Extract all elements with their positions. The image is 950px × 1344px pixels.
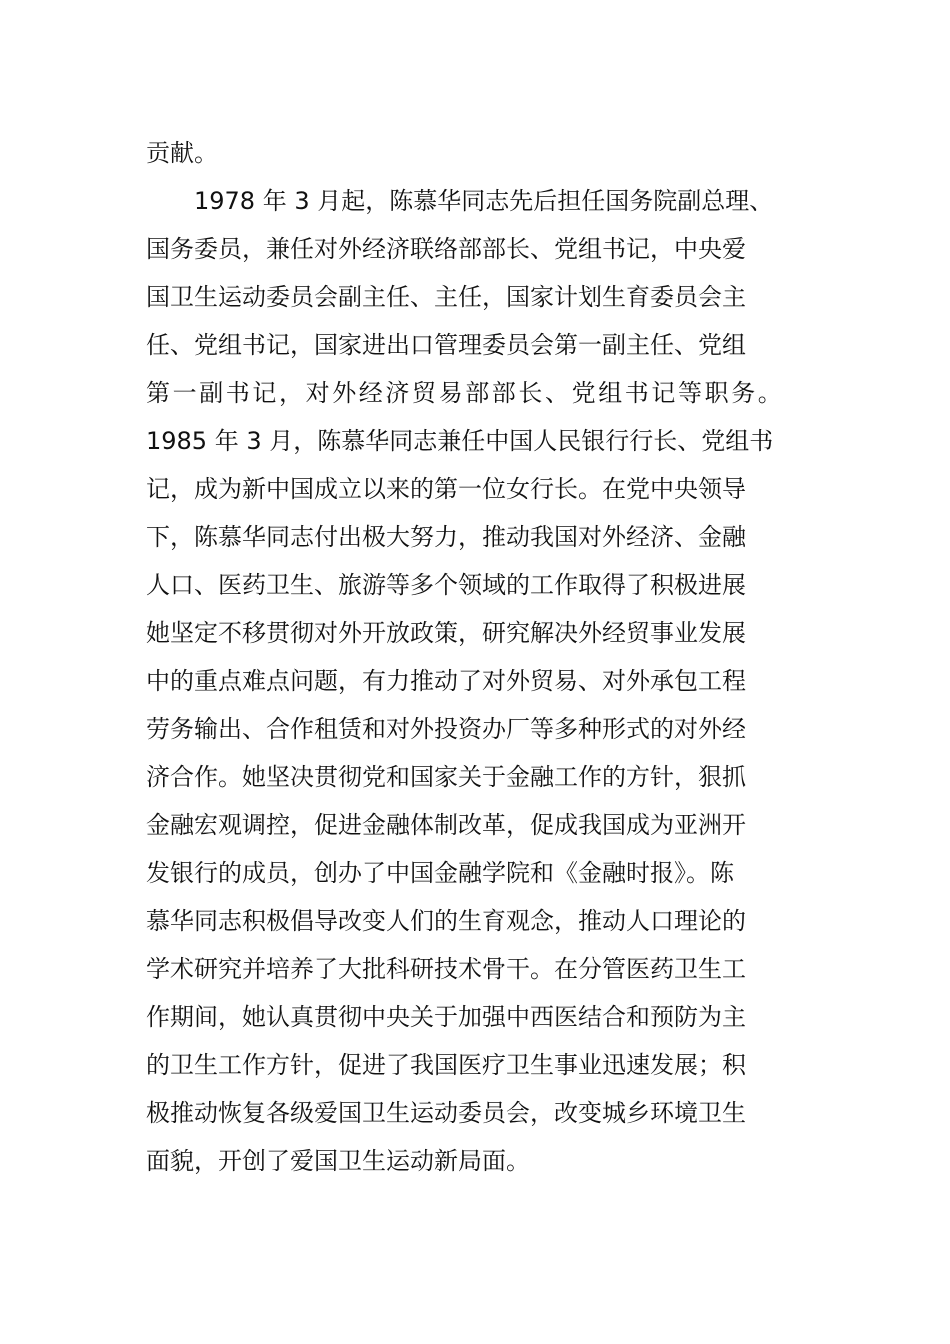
text-line: 的卫生工作方针，促进了我国医疗卫生事业迅速发展；积	[146, 1051, 746, 1079]
text-line: 国务委员，兼任对外经济联络部部长、党组书记，中央爱	[146, 235, 746, 263]
text-line: 任、党组书记，国家进出口管理委员会第一副主任、党组	[146, 331, 746, 359]
body-text	[146, 129, 826, 1185]
paragraph-first-line: 1978 年 3 月起，陈慕华同志先后担任国务院副总理、	[194, 187, 774, 215]
text-line: 记，成为新中国成立以来的第一位女行长。在党中央领导	[146, 475, 746, 503]
text-line: 国卫生运动委员会副主任、主任，国家计划生育委员会主	[146, 283, 746, 311]
text-line: 金融宏观调控，促进金融体制改革，促成我国成为亚洲开	[146, 811, 746, 839]
text-line: 第一副书记，对外经济贸易部部长、党组书记等职务。	[146, 379, 785, 407]
text-line: 人口、医药卫生、旅游等多个领域的工作取得了积极进展	[146, 571, 746, 599]
text-line: 她坚定不移贯彻对外开放政策，研究解决外经贸事业发展	[146, 619, 746, 647]
text-line: 作期间，她认真贯彻中央关于加强中西医结合和预防为主	[146, 1003, 746, 1031]
text-line: 极推动恢复各级爱国卫生运动委员会，改变城乡环境卫生	[146, 1099, 746, 1127]
text-line: 1985 年 3 月，陈慕华同志兼任中国人民银行行长、党组书	[146, 427, 774, 455]
text-line: 贡献。	[146, 139, 218, 167]
text-line: 慕华同志积极倡导改变人们的生育观念，推动人口理论的	[146, 907, 746, 935]
text-line: 济合作。她坚决贯彻党和国家关于金融工作的方针，狠抓	[146, 763, 746, 791]
text-line: 劳务输出、合作租赁和对外投资办厂等多种形式的对外经	[146, 715, 746, 743]
text-line: 发银行的成员，创办了中国金融学院和《金融时报》。陈	[146, 859, 734, 887]
text-line: 下，陈慕华同志付出极大努力，推动我国对外经济、金融	[146, 523, 746, 551]
text-line: 中的重点难点问题，有力推动了对外贸易、对外承包工程	[146, 667, 746, 695]
text-line: 面貌，开创了爱国卫生运动新局面。	[146, 1147, 530, 1175]
text-line: 学术研究并培养了大批科研技术骨干。在分管医药卫生工	[146, 955, 746, 983]
